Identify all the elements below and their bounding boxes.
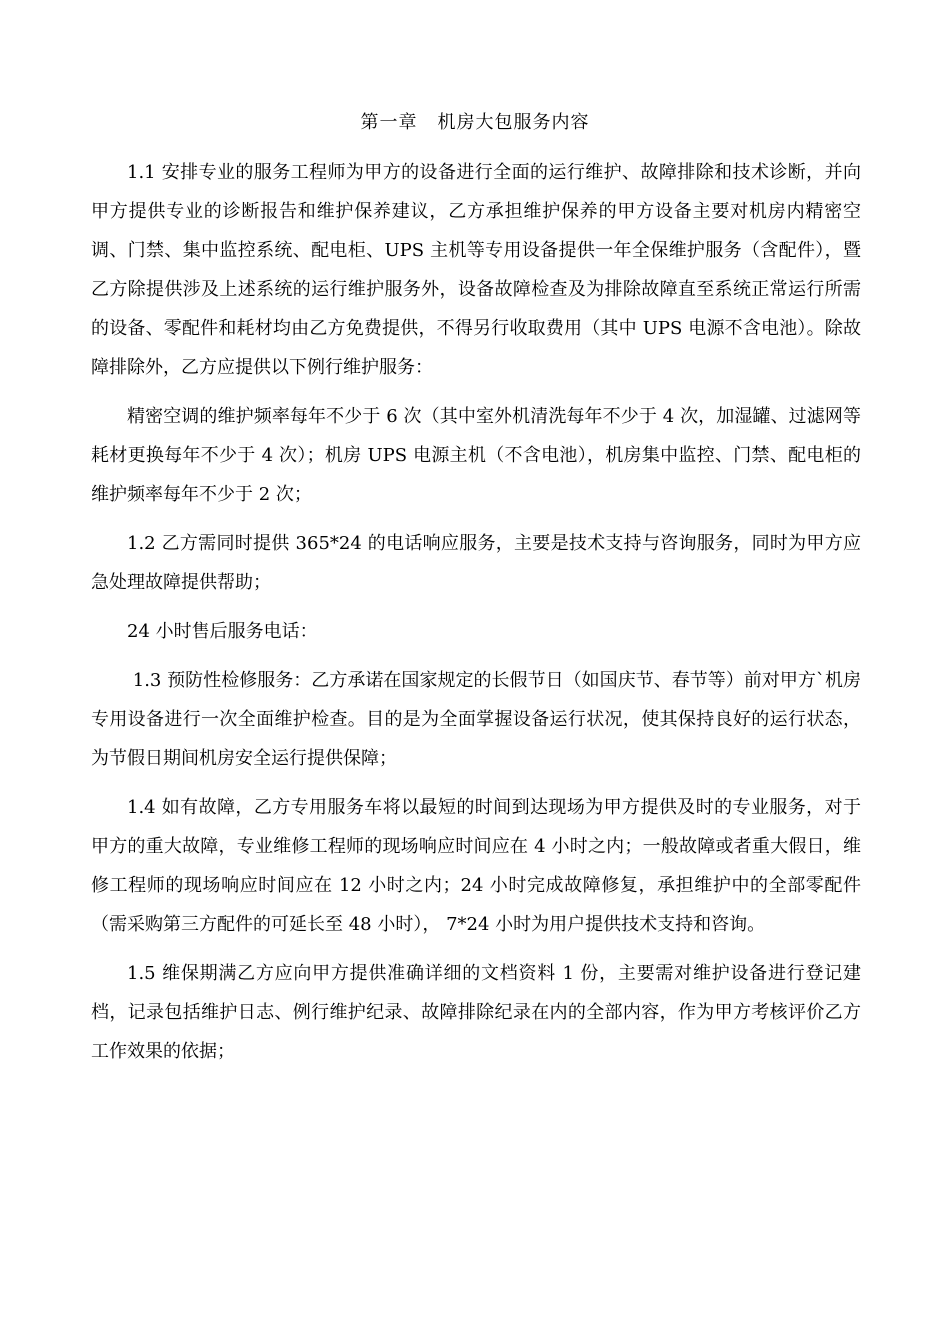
document-body [91, 153, 861, 1071]
paragraph-hotline: 24 小时售后服务电话： [127, 621, 318, 642]
chapter-label: 第一章 [360, 112, 418, 133]
paragraph-1-5: 1.5 维保期满乙方应向甲方提供准确详细的文档资料 1 份，主要需对维护设备进行登记建档，记录包括维护日志、例行维护纪录、故障排除纪录在内的全部内容，作为甲方考核评价乙方工作效果的依据； [91, 963, 861, 1062]
paragraph-1-1: 1.1 安排专业的服务工程师为甲方的设备进行全面的运行维护、故障排除和技术诊断，并向甲方提供专业的诊断报告和维护保养建议，乙方承担维护保养的甲方设备主要对机房内精密空调、门禁、集中监控系统、配电柜、UPS 主机等专用设备提供一年全保维护服务（含配件），暨乙方除提供涉及上述系统的运行维护服务外，设备故障检查及为排除故障直至系统正常运行所需的设备、零配件和耗材均由乙方免费提供，不得另行收取费用（其中 UPS 电源不含电池）。除故障排除外，乙方应提供以下例行维护服务： [91, 162, 861, 378]
chapter-title: 机房大包服务内容 [437, 112, 590, 133]
paragraph-maintenance-frequency: 精密空调的维护频率每年不少于 6 次（其中室外机清洗每年不少于 4 次，加湿罐、过滤网等耗材更换每年不少于 4 次）；机房 UPS 电源主机（不含电池），机房集中监控、门禁、配电柜的维护频率每年不少于 2 次； [91, 406, 861, 505]
chapter-heading [0, 110, 950, 136]
paragraph-1-4: 1.4 如有故障，乙方专用服务车将以最短的时间到达现场为甲方提供及时的专业服务，对于甲方的重大故障，专业维修工程师的现场响应时间应在 4 小时之内；一般故障或者重大假日，维修工程师的现场响应时间应在 12 小时之内；24 小时完成故障修复，承担维护中的全部零配件（需采购第三方配件的可延长至 48 小时）， 7*24 小时为用户提供技术支持和咨询。 [91, 797, 861, 935]
paragraph-1-2: 1.2 乙方需同时提供 365*24 的电话响应服务，主要是技术支持与咨询服务，同时为甲方应急处理故障提供帮助； [91, 533, 861, 593]
paragraph-1-3: 1.3 预防性检修服务：乙方承诺在国家规定的长假节日（如国庆节、春节等）前对甲方`机房专用设备进行一次全面维护检查。目的是为全面掌握设备运行状况，使其保持良好的运行状态，为节假日期间机房安全运行提供保障； [91, 670, 861, 769]
